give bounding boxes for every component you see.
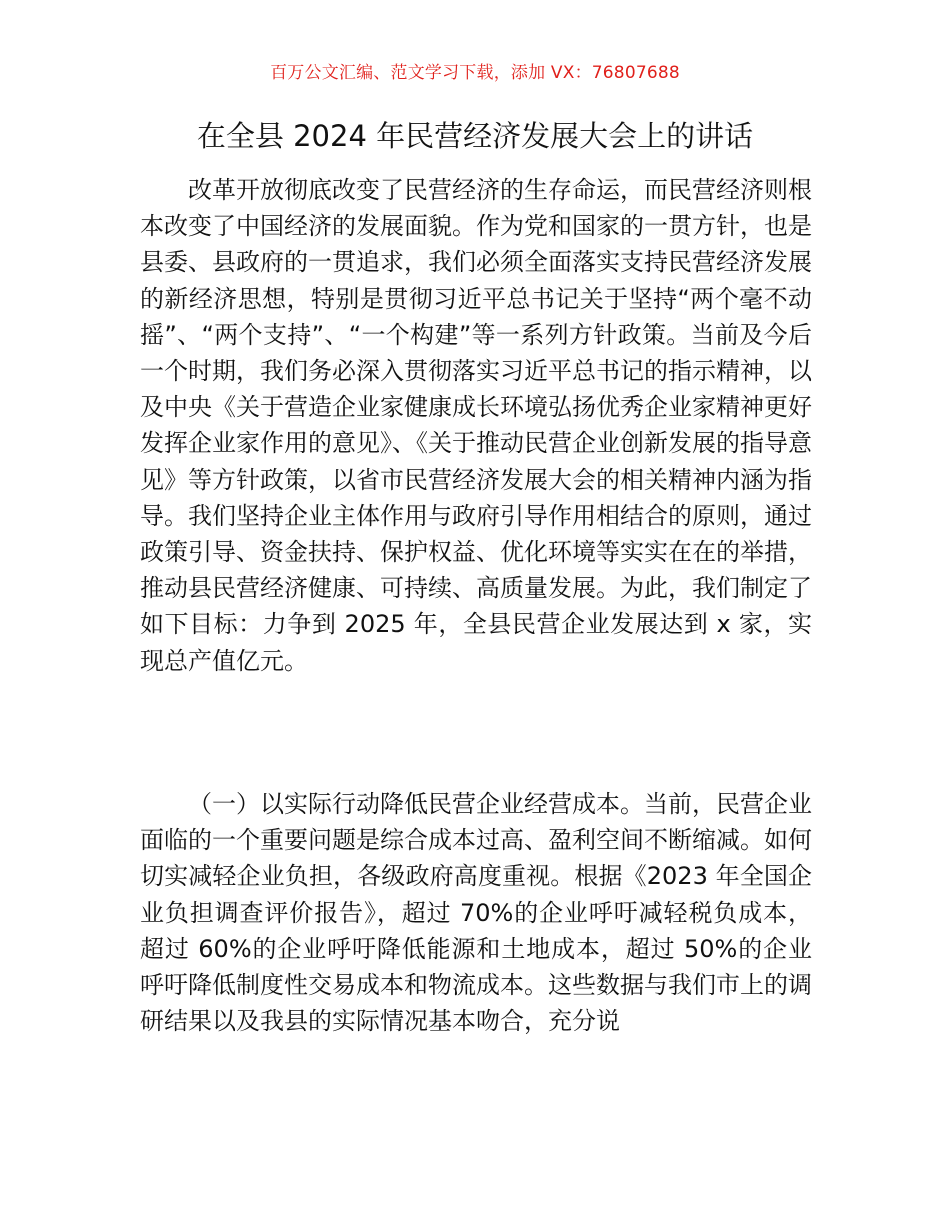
body-paragraph-1: 改革开放彻底改变了民营经济的生存命运，而民营经济则根本改变了中国经济的发展面貌。作为党和国家的一贯方针，也是县委、县政府的一贯追求，我们必须全面落实支持民营经济发展的新经济思想，特别是贯彻习近平总书记关于坚持“两个毫不动摇”、“两个支持”、“一个构建”等一系列方针政策。当前及今后一个时期，我们务必深入贯彻落实习近平总书记的指示精神，以及中央《关于营造企业家健康成长环境弘扬优秀企业家精神更好发挥企业家作用的意见》、《关于推动民营企业创新发展的指导意见》等方针政策，以省市民营经济发展大会的相关精神内涵为指导。我们坚持企业主体作用与政府引导作用相结合的原则，通过政策引导、资金扶持、保护权益、优化环境等实实在在的举措，推动县民营经济健康、可持续、高质量发展。为此，我们制定了如下目标：力争到 2025 年，全县民营企业发展达到 x 家，实现总产值亿元。 bbox=[140, 176, 812, 675]
header-watermark-note: 百万公文汇编、范文学习下载，添加 VX：76807688 bbox=[270, 63, 680, 83]
body-paragraph-2: （一）以实际行动降低民营企业经营成本。当前，民营企业面临的一个重要问题是综合成本过高、盈利空间不断缩减。如何切实减轻企业负担，各级政府高度重视。根据《2023 年全国企业负担调查评价报告》，超过 70%的企业呼吁减轻税负成本，超过 60%的企业呼吁降低能源和土地成本，超过 50%的企业呼吁降低制度性交易成本和物流成本。这些数据与我们市上的调研结果以及我县的实际情况基本吻合，充分说 bbox=[140, 790, 812, 1036]
document-title: 在全县 2024 年民营经济发展大会上的讲话 bbox=[196, 119, 754, 153]
